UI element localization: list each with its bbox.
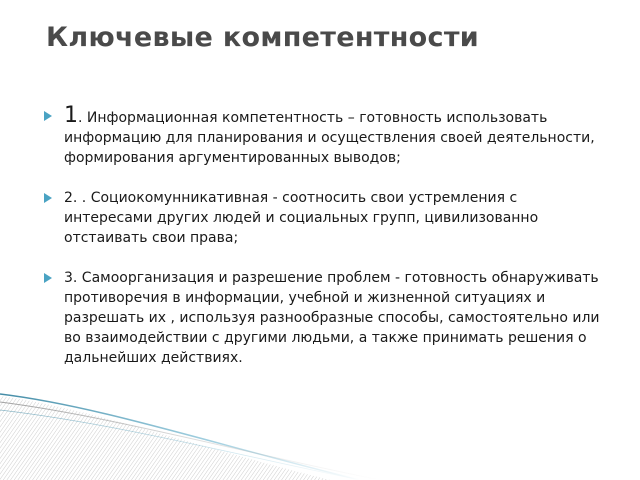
bullet-text: . Информационная компетентность – готовность использовать информацию для планирования и осуществления своей деятельности, формирования аргументированных выводов; bbox=[64, 110, 595, 166]
bullet-item-3 bbox=[40, 268, 600, 368]
bullet-text: 3. Самоорганизация и разрешение проблем - готовность обнаруживать противоречия в информации, учебной и жизненной ситуациях и разрешать их , используя разнообразные способы, самостоятельно или во взаимодействии с другими людьми, а также принимать решения о дальнейших действиях. bbox=[64, 270, 600, 366]
bullet-item-1 bbox=[40, 103, 600, 168]
triangle-bullet-icon bbox=[44, 111, 52, 121]
slide-title: Ключевые компетентности bbox=[46, 22, 480, 53]
bullet-text: 2. . Социокомунникативная - соотносить свои устремления с интересами других людей и социальных групп, цивилизованно отстаивать свои права; bbox=[64, 190, 539, 246]
bullet-number: 1 bbox=[64, 103, 78, 128]
triangle-bullet-icon bbox=[44, 273, 52, 283]
triangle-bullet-icon bbox=[44, 193, 52, 203]
bullet-item-2 bbox=[40, 188, 600, 248]
bullet-list bbox=[40, 103, 600, 368]
corner-swoosh-decoration bbox=[0, 390, 640, 480]
